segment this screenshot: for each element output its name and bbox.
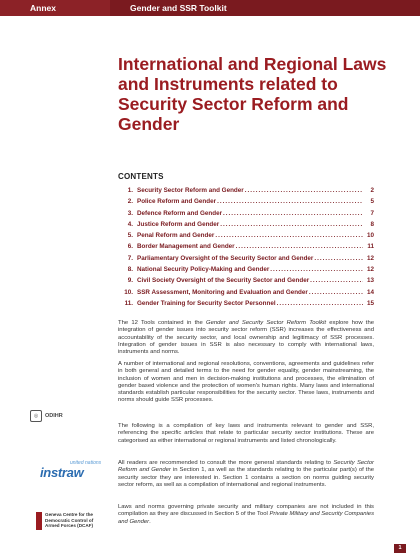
toc-label: SSR Assessment, Monitoring and Evaluation and Gender bbox=[137, 288, 308, 296]
page-number: 1 bbox=[394, 544, 406, 553]
toc-label: Civil Society Oversight of the Security Sector and Gender bbox=[137, 277, 310, 285]
toc-label: Penal Reform and Gender bbox=[137, 232, 215, 240]
paragraph-instruments: A number of international and regional resolutions, conventions, agreements and guidelines refer in both general and detailed terms to the need for gender equality, gender mainstreaming, the inclusion of women and men in decision-making institutions and processes, the elimination of gender based violence and the protection of women's human rights. Many laws and international standards establish particular responsibilities for the security sector. These laws, instruments and norms should guide SSR processes. bbox=[118, 361, 374, 404]
dcaf-logo-text bbox=[45, 512, 93, 532]
text-emphasis: Security Sector Reform and Gender bbox=[118, 460, 374, 474]
toc-item[interactable] bbox=[118, 243, 374, 254]
instraw-tagline: united nations bbox=[70, 460, 102, 466]
toc-number: 6. bbox=[127, 243, 133, 251]
contents-heading: CONTENTS bbox=[118, 172, 164, 181]
toc-item[interactable] bbox=[118, 255, 374, 266]
toc-number: 1. bbox=[127, 187, 133, 194]
toc-label: Justice Reform and Gender bbox=[137, 220, 220, 228]
toc-leader bbox=[277, 300, 363, 307]
toc-page: 5 bbox=[370, 198, 374, 206]
toc-leader bbox=[217, 198, 363, 205]
toc-leader bbox=[314, 255, 363, 262]
toc-number: 3. bbox=[127, 209, 133, 217]
toc-number: 8. bbox=[127, 266, 133, 274]
toc-label: Security Sector Reform and Gender bbox=[137, 187, 244, 194]
text-run: The 12 Tools contained in the bbox=[118, 320, 206, 326]
text-run: in Section 1, as well as the standards relating to the particular part(s) of the security sector they are interested in. Section 1 contains a section on norms guiding security sector reform, as well as a compilation of international and regional instruments. bbox=[118, 467, 374, 488]
toc-item[interactable] bbox=[118, 266, 374, 277]
toc-page: 11 bbox=[367, 243, 374, 251]
toc-page: 15 bbox=[366, 299, 374, 307]
toc-number: 4. bbox=[127, 220, 133, 228]
text-run: Laws and norms governing private security and military companies are not included in this compilation as they are discussed in Section 5 of the Tool bbox=[118, 504, 374, 518]
paragraph-intro bbox=[118, 320, 374, 356]
toc-item[interactable] bbox=[118, 277, 374, 288]
toc-leader bbox=[245, 187, 363, 194]
toc-number: 5. bbox=[127, 232, 133, 240]
paragraph-private-security bbox=[118, 504, 374, 526]
table-of-contents bbox=[118, 187, 374, 311]
dcaf-line: Democratic Control of bbox=[45, 517, 94, 523]
toc-label: Police Reform and Gender bbox=[137, 198, 217, 206]
toc-item[interactable] bbox=[118, 210, 374, 221]
osce-logo-text: ODIHR bbox=[45, 413, 63, 419]
toc-leader bbox=[220, 221, 363, 228]
dcaf-line: Armed Forces (DCAF) bbox=[45, 523, 93, 528]
instraw-wordmark: instraw bbox=[40, 465, 84, 480]
toc-label: National Security Policy-Making and Gender bbox=[137, 266, 270, 274]
toc-item[interactable] bbox=[118, 232, 374, 243]
dcaf-mark-icon bbox=[36, 512, 42, 530]
text-emphasis: Gender and Security Sector Reform Toolkit bbox=[206, 320, 327, 326]
toc-number: 7. bbox=[127, 254, 133, 262]
toc-leader bbox=[223, 210, 363, 217]
toc-item[interactable] bbox=[118, 187, 374, 198]
toc-leader bbox=[236, 243, 363, 250]
toc-item[interactable] bbox=[118, 221, 374, 232]
toc-page: 8 bbox=[370, 220, 374, 228]
dcaf-logo bbox=[36, 512, 110, 532]
toc-page: 12 bbox=[366, 266, 374, 274]
toc-page: 13 bbox=[366, 277, 374, 285]
instraw-logo bbox=[40, 460, 110, 480]
toc-leader bbox=[215, 232, 363, 239]
text-run: All readers are recommended to consult the more general standards relating to bbox=[118, 460, 334, 466]
toc-page: 7 bbox=[370, 209, 374, 217]
text-run: explore how the integration of gender issues into security sector reform (SSR) increases the effectiveness and accountability of the security sector, and local ownership and legitimacy of SSR processes. Integration of gender issues in SSR is also necessary to comply with international laws, instruments and norms. bbox=[118, 320, 374, 356]
toc-label: Gender Training for Security Sector Personnel bbox=[137, 299, 276, 307]
text-run: . bbox=[149, 518, 151, 525]
toc-page: 2 bbox=[370, 187, 374, 194]
page-title: International and Regional Laws and Instruments related to Security Sector Reform and Gender bbox=[118, 54, 387, 134]
text-emphasis: Private Military and Security Companies and Gender bbox=[118, 511, 375, 525]
toc-leader bbox=[310, 277, 363, 284]
toc-number: 2. bbox=[127, 198, 133, 206]
toc-leader bbox=[270, 266, 363, 273]
header-title: Gender and SSR Toolkit bbox=[130, 3, 227, 13]
toc-number: 9. bbox=[127, 277, 133, 285]
toc-page: 10 bbox=[366, 232, 374, 240]
toc-number: 11. bbox=[124, 299, 133, 307]
paragraph-recommendation bbox=[118, 460, 374, 489]
toc-page: 12 bbox=[366, 254, 374, 262]
toc-label: Defence Reform and Gender bbox=[137, 209, 223, 217]
toc-item[interactable] bbox=[118, 198, 374, 209]
toc-item[interactable] bbox=[118, 300, 374, 311]
osce-emblem-icon: ◎ bbox=[30, 410, 42, 422]
header-bar bbox=[0, 0, 420, 16]
toc-leader bbox=[309, 289, 363, 296]
toc-label: Parliamentary Oversight of the Security Sector and Gender bbox=[137, 254, 314, 262]
toc-page: 14 bbox=[366, 288, 374, 296]
paragraph-compilation: The following is a compilation of key laws and instruments relevant to gender and SSR, referencing the specific articles that relate to particular security sector institutions. These are categorised as either international or regional instruments and listed chronologically. bbox=[118, 423, 374, 444]
dcaf-line: Geneva Centre for the bbox=[45, 512, 93, 517]
toc-item[interactable] bbox=[118, 289, 374, 300]
header-section: Annex bbox=[0, 0, 110, 16]
osce-odihr-logo bbox=[30, 409, 105, 423]
toc-number: 10. bbox=[124, 288, 133, 296]
toc-label: Border Management and Gender bbox=[137, 243, 235, 251]
